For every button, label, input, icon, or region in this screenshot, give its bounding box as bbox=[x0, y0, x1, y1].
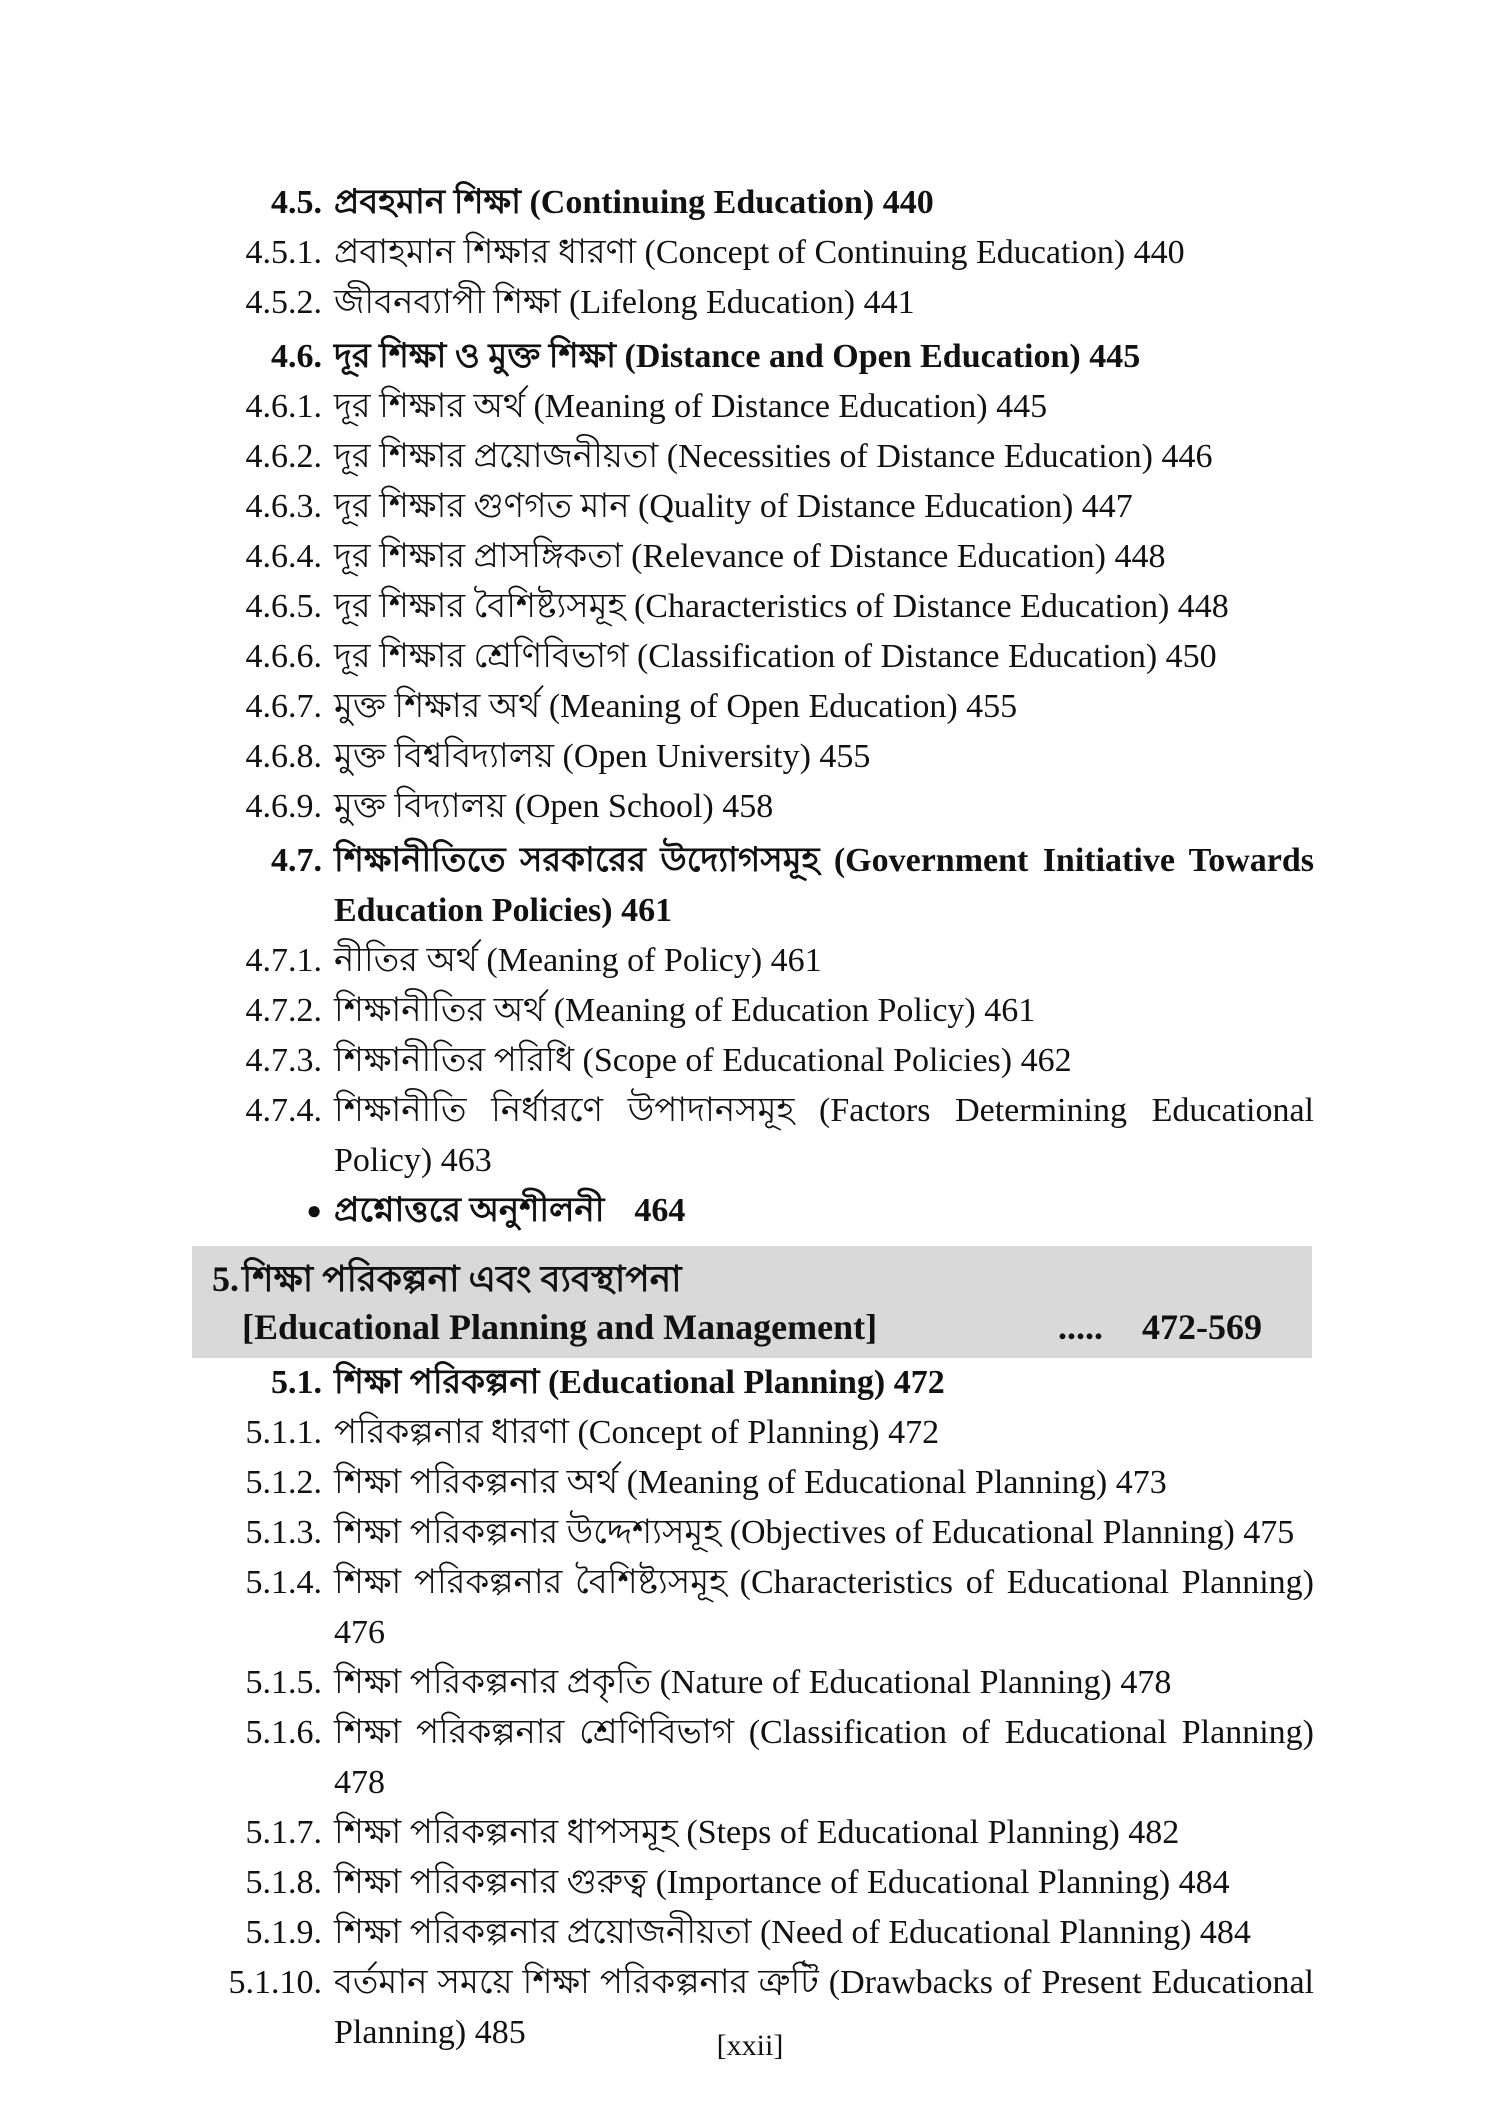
entry-title: বর্তমান সময়ে শিক্ষা পরিকল্পনার ত্রুটি (Drawbacks of Present Educational Planning) 485 bbox=[334, 1964, 1314, 2051]
entry-number: 4.6.9. bbox=[245, 788, 322, 825]
toc-subsection-entry bbox=[0, 1408, 1500, 1458]
toc-section-entry bbox=[0, 178, 1500, 228]
toc-subsection-entry bbox=[0, 1036, 1500, 1086]
toc-subsection-entry bbox=[0, 1508, 1500, 1558]
toc-subsection-entry bbox=[0, 732, 1500, 782]
entry-title: শিক্ষা পরিকল্পনার ধাপসমূহ (Steps of Educational Planning) 482 bbox=[334, 1814, 1180, 1851]
entry-number: 4.6.2. bbox=[245, 438, 322, 475]
entry-title: মুক্ত বিশ্ববিদ্যালয় (Open University) 455 bbox=[334, 738, 871, 775]
toc-subsection-entry bbox=[0, 532, 1500, 582]
entry-number: 4.6. bbox=[271, 338, 322, 375]
entry-title: দূর শিক্ষার বৈশিষ্ট্যসমূহ (Characteristics of Distance Education) 448 bbox=[334, 588, 1229, 625]
toc-section-entry bbox=[0, 1358, 1500, 1408]
toc-part-5 bbox=[0, 1358, 1500, 2058]
toc-subsection-entry bbox=[0, 1708, 1500, 1808]
entry-title: শিক্ষা পরিকল্পনার উদ্দেশ্যসমূহ (Objectives of Educational Planning) 475 bbox=[334, 1514, 1295, 1551]
entry-title: শিক্ষা পরিকল্পনার অর্থ (Meaning of Educational Planning) 473 bbox=[334, 1464, 1167, 1501]
toc-part-4 bbox=[0, 178, 1500, 1186]
toc-subsection-entry bbox=[0, 682, 1500, 732]
toc-subsection-entry bbox=[0, 1458, 1500, 1508]
entry-title: দূর শিক্ষার শ্রেণিবিভাগ (Classification of Distance Education) 450 bbox=[334, 638, 1217, 675]
toc-subsection-entry bbox=[0, 1086, 1500, 1186]
chapter-number: 5. bbox=[212, 1259, 239, 1299]
toc-subsection-entry bbox=[0, 936, 1500, 986]
toc-subsection-entry bbox=[0, 1858, 1500, 1908]
entry-number: 4.7.2. bbox=[245, 992, 322, 1029]
entry-title: দূর শিক্ষার প্রাসঙ্গিকতা (Relevance of Distance Education) 448 bbox=[334, 538, 1166, 575]
toc-section-entry bbox=[0, 332, 1500, 382]
entry-number: 5.1.7. bbox=[245, 1814, 322, 1851]
toc-subsection-entry bbox=[0, 1808, 1500, 1858]
entry-number: 4.7.1. bbox=[245, 942, 322, 979]
toc-subsection-entry bbox=[0, 228, 1500, 278]
toc-subsection-entry bbox=[0, 382, 1500, 432]
exercise-label: প্রশ্নোত্তরে অনুশীলনী bbox=[334, 1192, 605, 1229]
entry-number: 5.1.9. bbox=[245, 1914, 322, 1951]
toc-subsection-entry bbox=[0, 632, 1500, 682]
entry-number: 4.7.3. bbox=[245, 1042, 322, 1079]
entry-title: শিক্ষা পরিকল্পনার গুরুত্ব (Importance of Educational Planning) 484 bbox=[334, 1864, 1230, 1901]
entry-number: 5.1. bbox=[271, 1364, 322, 1401]
entry-title: পরিকল্পনার ধারণা (Concept of Planning) 472 bbox=[334, 1414, 940, 1451]
entry-number: 4.6.5. bbox=[245, 588, 322, 625]
entry-number: 5.1.3. bbox=[245, 1514, 322, 1551]
entry-title: মুক্ত বিদ্যালয় (Open School) 458 bbox=[334, 788, 774, 825]
entry-title: দূর শিক্ষার গুণগত মান (Quality of Distance Education) 447 bbox=[334, 488, 1133, 525]
entry-title: দূর শিক্ষার প্রয়োজনীয়তা (Necessities of Distance Education) 446 bbox=[334, 438, 1213, 475]
toc-subsection-entry bbox=[0, 1558, 1500, 1658]
entry-title: শিক্ষানীতির অর্থ (Meaning of Education Policy) 461 bbox=[334, 992, 1036, 1029]
entry-title: দূর শিক্ষা ও মুক্ত শিক্ষা (Distance and Open Education) 445 bbox=[334, 338, 1141, 375]
entry-number: 5.1.6. bbox=[245, 1714, 322, 1751]
entry-title: শিক্ষা পরিকল্পনার প্রয়োজনীয়তা (Need of Educational Planning) 484 bbox=[334, 1914, 1251, 1951]
toc-subsection-entry bbox=[0, 1658, 1500, 1708]
entry-number: 5.1.4. bbox=[245, 1564, 322, 1601]
exercise-page: 464 bbox=[634, 1192, 686, 1229]
entry-title: মুক্ত শিক্ষার অর্থ (Meaning of Open Education) 455 bbox=[334, 688, 1018, 725]
chapter-leader-dots: ..... bbox=[1058, 1307, 1103, 1347]
entry-number: 5.1.2. bbox=[245, 1464, 322, 1501]
toc-subsection-entry bbox=[0, 782, 1500, 832]
exercise-entry bbox=[0, 1186, 1500, 1236]
entry-number: 4.5. bbox=[271, 184, 322, 221]
chapter-heading bbox=[192, 1246, 1312, 1358]
entry-number: 4.5.1. bbox=[245, 234, 322, 271]
chapter-page-range: 472-569 bbox=[1142, 1307, 1262, 1347]
table-of-contents bbox=[0, 178, 1500, 2058]
toc-subsection-entry bbox=[0, 582, 1500, 632]
entry-number: 4.6.8. bbox=[245, 738, 322, 775]
entry-number: 4.7. bbox=[271, 842, 322, 879]
toc-subsection-entry bbox=[0, 482, 1500, 532]
entry-number: 5.1.5. bbox=[245, 1664, 322, 1701]
chapter-title-english: [Educational Planning and Management] bbox=[242, 1307, 878, 1347]
entry-number: 5.1.10. bbox=[228, 1964, 322, 2001]
entry-title: শিক্ষানীতি নির্ধারণে উপাদানসমূহ (Factors Determining Educational Policy) 463 bbox=[334, 1092, 1314, 1179]
toc-subsection-entry bbox=[0, 1908, 1500, 1958]
entry-number: 5.1.1. bbox=[245, 1414, 322, 1451]
entry-number: 4.6.4. bbox=[245, 538, 322, 575]
entry-title: জীবনব্যাপী শিক্ষা (Lifelong Education) 441 bbox=[334, 284, 915, 321]
chapter-title-bengali: শিক্ষা পরিকল্পনা এবং ব্যবস্থাপনা bbox=[242, 1259, 682, 1299]
toc-section-entry bbox=[0, 836, 1500, 936]
entry-title: শিক্ষা পরিকল্পনার শ্রেণিবিভাগ (Classification of Educational Planning) 478 bbox=[334, 1714, 1314, 1801]
page-folio: [xxii] bbox=[716, 2029, 784, 2062]
toc-subsection-entry bbox=[0, 432, 1500, 482]
entry-number: 4.5.2. bbox=[245, 284, 322, 321]
entry-number: 4.6.1. bbox=[245, 388, 322, 425]
bullet-icon: ● bbox=[306, 1196, 322, 1225]
entry-title: প্রবহমান শিক্ষা (Continuing Education) 440 bbox=[334, 184, 934, 221]
entry-title: প্রবাহমান শিক্ষার ধারণা (Concept of Continuing Education) 440 bbox=[334, 234, 1185, 271]
entry-number: 4.7.4. bbox=[245, 1092, 322, 1129]
entry-title: শিক্ষানীতির পরিধি (Scope of Educational Policies) 462 bbox=[334, 1042, 1072, 1079]
toc-subsection-entry bbox=[0, 278, 1500, 328]
entry-number: 4.6.6. bbox=[245, 638, 322, 675]
toc-subsection-entry bbox=[0, 986, 1500, 1036]
entry-title: শিক্ষা পরিকল্পনার প্রকৃতি (Nature of Educational Planning) 478 bbox=[334, 1664, 1172, 1701]
entry-title: নীতির অর্থ (Meaning of Policy) 461 bbox=[334, 942, 822, 979]
entry-title: শিক্ষা পরিকল্পনার বৈশিষ্ট্যসমূহ (Characteristics of Educational Planning) 476 bbox=[334, 1564, 1314, 1651]
entry-title: শিক্ষানীতিতে সরকারের উদ্যোগসমূহ (Government Initiative Towards Education Policies) 461 bbox=[334, 842, 1314, 929]
entry-title: দূর শিক্ষার অর্থ (Meaning of Distance Education) 445 bbox=[334, 388, 1048, 425]
entry-title: শিক্ষা পরিকল্পনা (Educational Planning) 472 bbox=[334, 1364, 945, 1401]
entry-number: 5.1.8. bbox=[245, 1864, 322, 1901]
entry-number: 4.6.3. bbox=[245, 488, 322, 525]
entry-number: 4.6.7. bbox=[245, 688, 322, 725]
